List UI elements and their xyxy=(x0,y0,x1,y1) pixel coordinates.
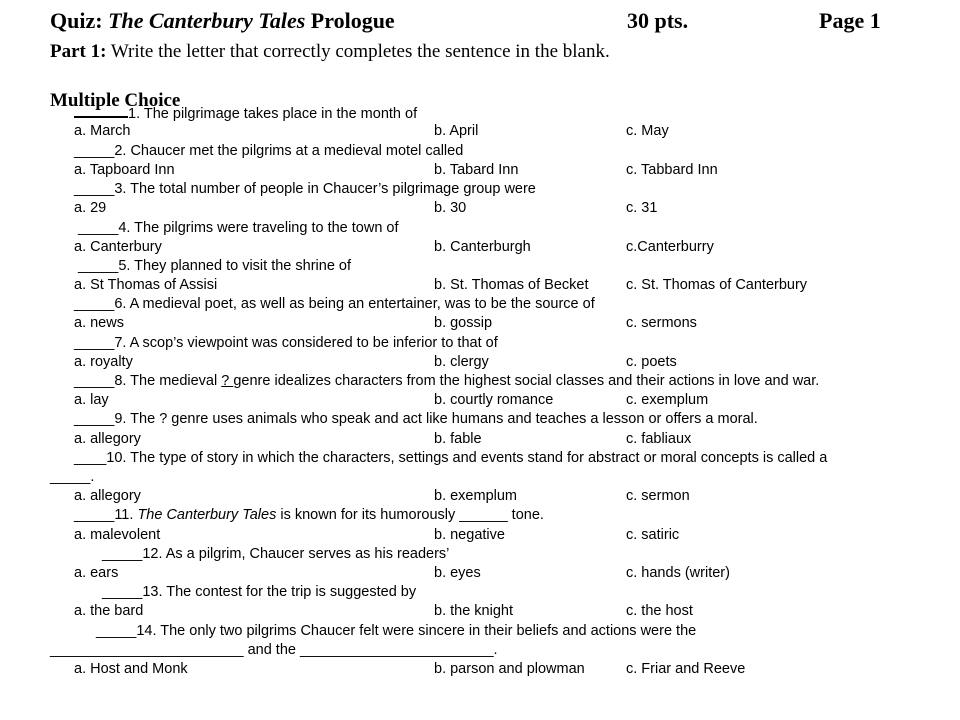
option-b: b. 30 xyxy=(434,200,467,216)
option-b: b. courtly romance xyxy=(434,392,554,408)
option-a: a. allegory xyxy=(74,431,141,447)
option-a: a. lay xyxy=(74,392,109,408)
question-1-stem: 1. The pilgrimage takes place in the month of xyxy=(74,103,417,123)
option-c: c. Tabbard Inn xyxy=(626,162,718,178)
option-c: c. satiric xyxy=(626,527,680,543)
option-b: b. Canterburgh xyxy=(434,239,531,255)
question-8-stem: _____8. The medieval ? genre idealizes characters from the highest social classes and their actions in love and war. xyxy=(74,373,820,389)
option-a: a. Canterbury xyxy=(74,239,162,255)
option-a: a. St Thomas of Assisi xyxy=(74,277,218,293)
question-10-stem: ____10. The type of story in which the characters, settings and events stand for abstract or moral concepts is called a xyxy=(74,450,828,466)
option-b: b. exemplum xyxy=(434,488,518,504)
question-6-stem: _____6. A medieval poet, as well as being an entertainer, was to be the source of xyxy=(74,296,595,312)
option-c: c. exemplum xyxy=(626,392,709,408)
option-b: b. clergy xyxy=(434,354,489,370)
option-c: c. the host xyxy=(626,603,693,619)
question-9-stem: _____9. The ? genre uses animals who speak and act like humans and teaches a lesson or offers a moral. xyxy=(74,411,758,427)
option-a: a. Tapboard Inn xyxy=(74,162,175,178)
quiz-header xyxy=(50,8,930,38)
option-b: b. the knight xyxy=(434,603,513,619)
instructions: Part 1: Write the letter that correctly completes the sentence in the blank. xyxy=(50,41,610,62)
option-b: b. St. Thomas of Becket xyxy=(434,277,589,293)
option-c: c. 31 xyxy=(626,200,658,216)
option-b: b. fable xyxy=(434,431,482,447)
option-b: b. Tabard Inn xyxy=(434,162,519,178)
page-number: Page 1 xyxy=(819,8,881,33)
quiz-title: Quiz: The Canterbury Tales Prologue xyxy=(50,8,395,33)
question-14-stem-cont: ________________________ and the ________________________. xyxy=(50,642,498,658)
option-b: b. gossip xyxy=(434,315,493,331)
question-3-stem: _____3. The total number of people in Chaucer’s pilgrimage group were xyxy=(74,181,536,197)
section-title: Multiple Choice xyxy=(50,90,181,111)
option-c: c. sermon xyxy=(626,488,690,504)
option-a: a. allegory xyxy=(74,488,141,504)
option-c: c. poets xyxy=(626,354,677,370)
option-a: a. malevolent xyxy=(74,527,161,543)
question-4-stem: _____4. The pilgrims were traveling to the town of xyxy=(78,220,399,236)
option-b: b. eyes xyxy=(434,565,481,581)
option-c: c. sermons xyxy=(626,315,697,331)
points-label: 30 pts. xyxy=(627,8,689,33)
question-13-stem: _____13. The contest for the trip is suggested by xyxy=(102,584,417,600)
question-7-stem: _____7. A scop’s viewpoint was considered to be inferior to that of xyxy=(74,335,498,351)
option-b: b. parson and plowman xyxy=(434,661,585,677)
question-12-stem: _____12. As a pilgrim, Chaucer serves as his readers’ xyxy=(102,546,450,562)
option-b: b. negative xyxy=(434,527,505,543)
option-a: a. ears xyxy=(74,565,119,581)
option-c: c.Canterburry xyxy=(626,239,714,255)
question-14-stem: _____14. The only two pilgrims Chaucer felt were sincere in their beliefs and actions were the xyxy=(96,623,697,639)
question-11-stem: _____11. The Canterbury Tales is known for its humorously ______ tone. xyxy=(74,507,544,523)
option-a: a. Host and Monk xyxy=(74,661,188,677)
option-a: a. news xyxy=(74,315,124,331)
option-c: c. fabliaux xyxy=(626,431,692,447)
option-c: c. hands (writer) xyxy=(626,565,730,581)
option-c: c. May xyxy=(626,123,669,139)
option-b: b. April xyxy=(434,123,479,139)
option-a: a. March xyxy=(74,123,131,139)
option-a: a. royalty xyxy=(74,354,133,370)
option-c: c. St. Thomas of Canterbury xyxy=(626,277,808,293)
option-c: c. Friar and Reeve xyxy=(626,661,746,677)
option-a: a. the bard xyxy=(74,603,144,619)
question-2-stem: _____2. Chaucer met the pilgrims at a medieval motel called xyxy=(74,143,464,159)
question-5-stem: _____5. They planned to visit the shrine of xyxy=(78,258,352,274)
answer-blank[interactable] xyxy=(74,103,128,118)
question-10-stem-cont: _____. xyxy=(50,469,95,485)
option-a: a. 29 xyxy=(74,200,107,216)
